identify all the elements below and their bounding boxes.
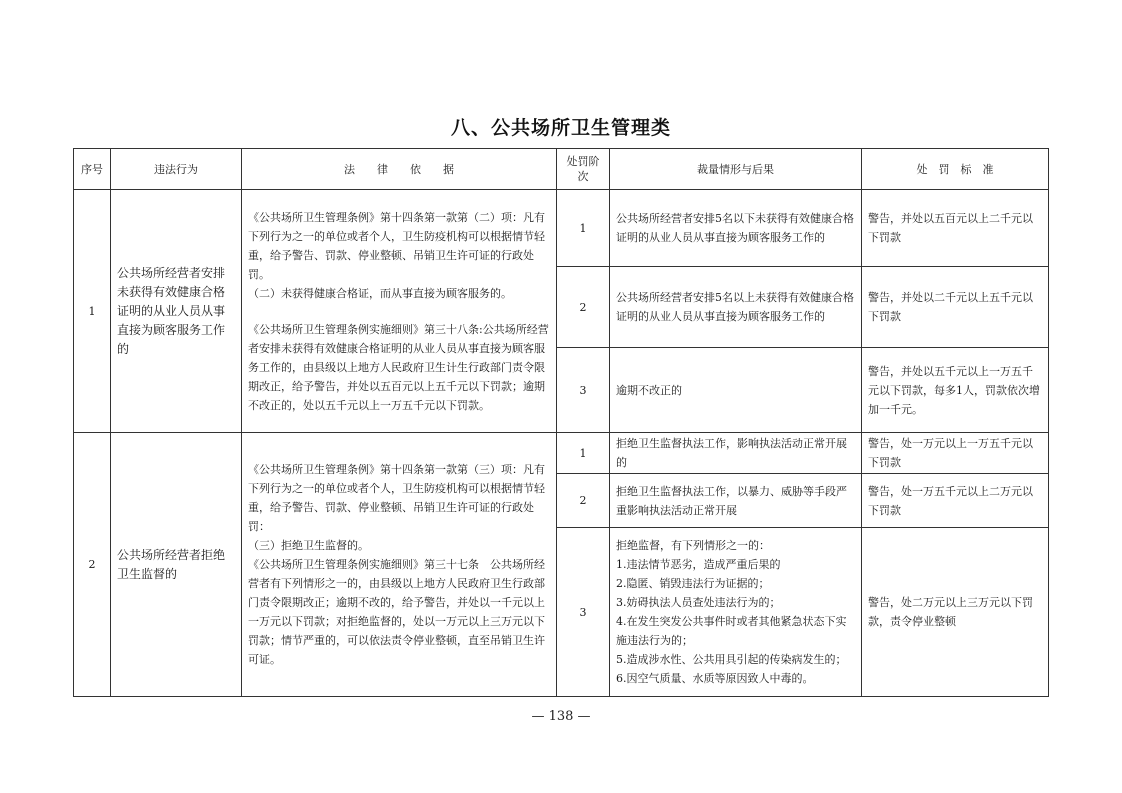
law-spacer xyxy=(248,303,550,320)
circ-line: 1.违法情节恶劣，造成严重后果的 xyxy=(616,558,781,571)
law-text: （二）未获得健康合格证，而从事直接为顾客服务的。 xyxy=(248,286,512,300)
page-title: 八、公共场所卫生管理类 xyxy=(450,117,671,139)
item-1-circ-2: 公共场所经营者安排5名以上未获得有效健康合格证明的从业人员从事直接为顾客服务工作的 xyxy=(610,267,862,348)
item-2-act: 公共场所经营者拒绝卫生监督的 xyxy=(111,433,242,697)
item-2-std-1: 警告，处一万元以上一万五千元以下罚款 xyxy=(862,433,1049,474)
item-2-circ-2: 拒绝卫生监督执法工作，以暴力、威胁等手段严重影响执法活动正常开展 xyxy=(610,474,862,528)
circ-line: 5.造成涉水性、公共用具引起的传染病发生的； xyxy=(616,653,847,666)
header-act: 违法行为 xyxy=(111,149,242,190)
header-seq: 序号 xyxy=(74,149,111,190)
item-1-std-2: 警告，并处以二千元以上五千元以下罚款 xyxy=(862,267,1049,348)
circ-line: 3.妨碍执法人员查处违法行为的； xyxy=(616,596,781,609)
penalty-table xyxy=(73,148,1049,697)
law-text: 《公共场所卫生管理条例》第十四条第一款第（三）项：凡有下列行为之一的单位或者个人，卫生防疫机构可以根据情节轻重，给予警告、罚款、停业整顿、吊销卫生许可证的行政处罚： xyxy=(248,463,545,533)
law-text: 《公共场所卫生管理条例实施细则》第三十八条:公共场所经营者安排未获得有效健康合格证明的从业人员从事直接为顾客服务工作的，由县级以上地方人民政府卫生计生行政部门责令限期改正，给予警告，并处以五百元以上五千元以下罚款；逾期不改正的，处以五千元以上一万五千元以下罚款。 xyxy=(248,322,549,412)
law-text: 《公共场所卫生管理条例》第十四条第一款第（二）项：凡有下列行为之一的单位或者个人，卫生防疫机构可以根据情节轻重，给予警告、罚款、停业整顿、吊销卫生许可证的行政处罚。 xyxy=(248,210,545,281)
item-1-law xyxy=(242,190,557,433)
item-2-std-3: 警告，处二万元以上三万元以下罚款，责令停业整顿 xyxy=(862,528,1049,697)
header-step: 处罚阶次 xyxy=(557,149,610,190)
item-1-circ-3: 逾期不改正的 xyxy=(610,348,862,433)
header-circ: 裁量情形与后果 xyxy=(610,149,862,190)
item-1-step-3: 3 xyxy=(557,348,610,433)
item-2-step-3: 3 xyxy=(557,528,610,697)
item-2-step-2: 2 xyxy=(557,474,610,528)
item-1-std-3: 警告，并处以五千元以上一万五千元以下罚款，每多1人，罚款依次增加一千元。 xyxy=(862,348,1049,433)
item-1-std-1: 警告，并处以五百元以上二千元以下罚款 xyxy=(862,190,1049,267)
circ-line: 6.因空气质量、水质等原因致人中毒的。 xyxy=(616,672,814,685)
circ-line: 拒绝监督，有下列情形之一的： xyxy=(616,539,770,552)
item-1-act: 公共场所经营者安排未获得有效健康合格证明的从业人员从事直接为顾客服务工作的 xyxy=(111,190,242,433)
law-text: （三）拒绝卫生监督的。 xyxy=(248,539,369,552)
table-header-row xyxy=(74,149,1049,190)
item-1-step-1: 1 xyxy=(557,190,610,267)
item-2-law xyxy=(242,433,557,697)
item-2-step-1: 1 xyxy=(557,433,610,474)
item-2-circ-3 xyxy=(610,528,862,697)
law-text: 《公共场所卫生管理条例实施细则》第三十七条 公共场所经营者有下列情形之一的，由县级以上地方人民政府卫生行政部门责令限期改正；逾期不改的，给予警告，并处以一千元以上一万元以下罚款；对拒绝监督的，处以一万元以上三万元以下罚款；情节严重的，可以依法责令停业整顿，直至吊销卫生许可证。 xyxy=(248,558,545,666)
header-std: 处 罚 标 准 xyxy=(862,149,1049,190)
circ-line: 4.在发生突发公共事件时或者其他紧急状态下实施违法行为的； xyxy=(616,615,847,647)
item-1-seq: 1 xyxy=(74,190,111,433)
header-law: 法 律 依 据 xyxy=(242,149,557,190)
circ-line: 2.隐匿、销毁违法行为证据的； xyxy=(616,577,770,590)
item-2-circ-1: 拒绝卫生监督执法工作，影响执法活动正常开展的 xyxy=(610,433,862,474)
page-number: — 138 — xyxy=(531,709,591,724)
table-row xyxy=(74,190,1049,267)
item-2-seq: 2 xyxy=(74,433,111,697)
item-1-circ-1: 公共场所经营者安排5名以下未获得有效健康合格证明的从业人员从事直接为顾客服务工作的 xyxy=(610,190,862,267)
item-1-step-2: 2 xyxy=(557,267,610,348)
table-row xyxy=(74,433,1049,474)
item-2-std-2: 警告，处一万五千元以上二万元以下罚款 xyxy=(862,474,1049,528)
